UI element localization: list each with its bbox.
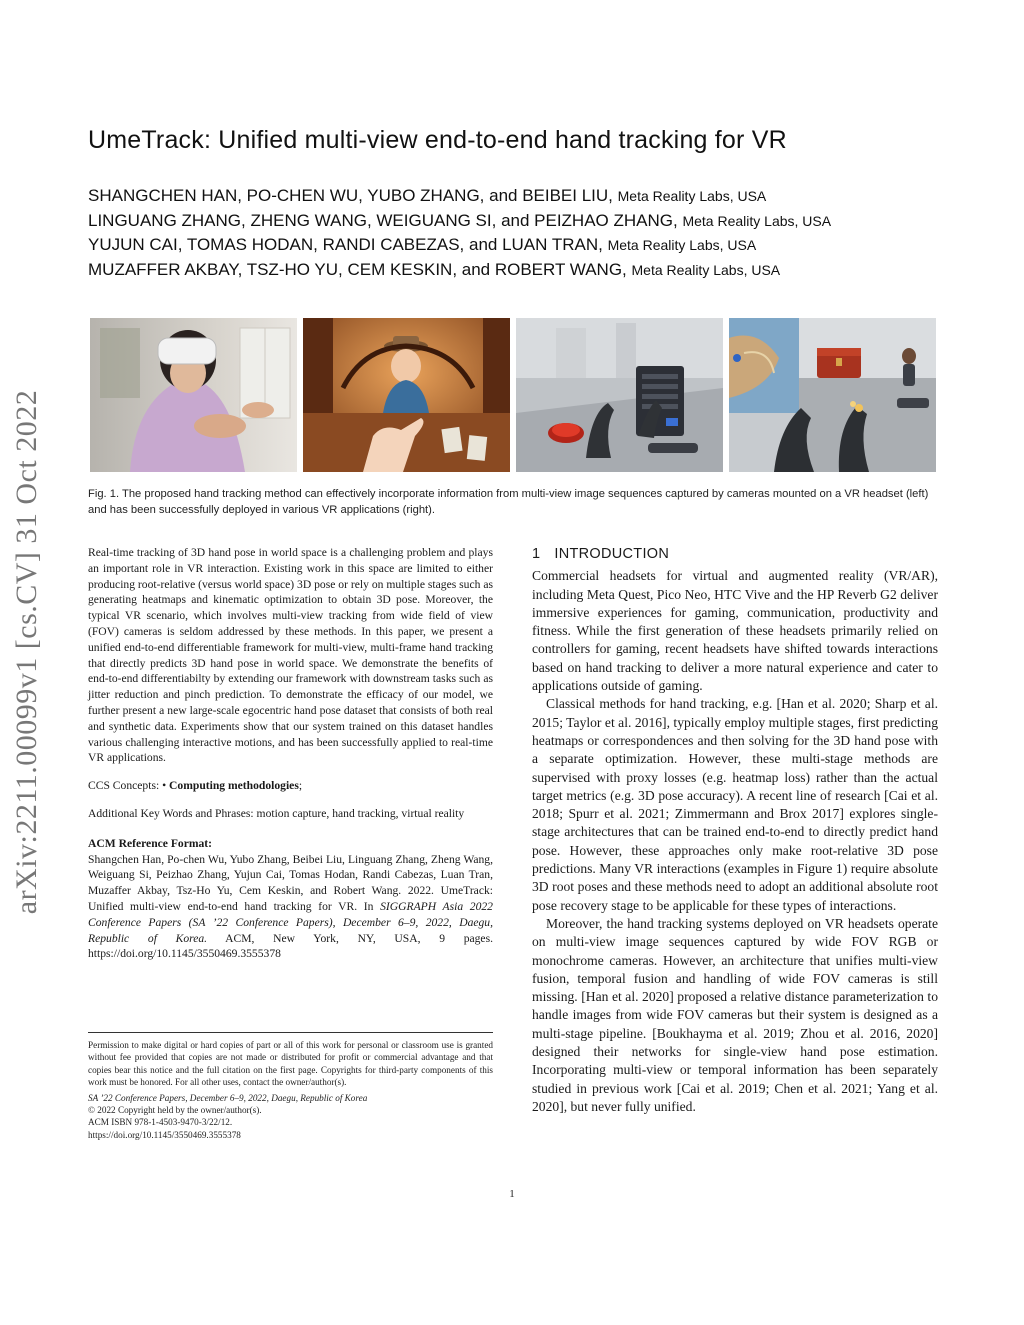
section-heading xyxy=(532,545,938,563)
section-title: INTRODUCTION xyxy=(554,546,670,562)
acm-reference-doi: ACM, New York, NY, USA, 9 pages. https://doi.org/10.1145/3550469.3555378 xyxy=(88,931,493,961)
author-line xyxy=(88,184,831,209)
author-affiliation: Meta Reality Labs, USA xyxy=(682,212,832,229)
author-line xyxy=(88,233,831,258)
right-column xyxy=(532,545,938,1116)
author-line xyxy=(88,209,831,234)
author-list xyxy=(88,184,831,282)
intro-paragraph: Moreover, the hand tracking systems deployed on VR headsets operate on multi-view image sequences captured by wide FOV RGB or monochrome cameras. However, an architecture that unifies multi-view fusion, temporal fusion and handling of wide FOV cameras is still missing. [Han et al. 2020] proposed a relative distance parameterization to handle images from wide FOV cameras but their system is designed as a multi-stage pipeline. [Boukhayma et al. 2019; Zhou et al. 2016, 2020] designed their networks for single-view hand pose estimation. Incorporating multi-view or temporal information has been separately studied in previous work [Cai et al. 2019; Chen et al. 2021; Yang et al. 2020], but never fully unified. xyxy=(532,915,938,1114)
ccs-concepts xyxy=(88,778,493,794)
author-line xyxy=(88,258,831,283)
page-number: 1 xyxy=(509,1188,515,1200)
figure-panel-card-game xyxy=(303,318,510,472)
acm-reference-text: Shangchen Han, Po-chen Wu, Yubo Zhang, Beibei Liu, Linguang Zhang, Zheng Wang, Weiguang Si, Peizhao Zhang, Yujun Cai, Tomas Hodan, Randi Cabezas, Luan Tran, Muzaffer Akbay, Tsz-Ho Yu, Cem Keskin, and Robert Wang. 2022. UmeTrack: Unified multi-view end-to-end hand tracking for VR. In xyxy=(88,852,493,913)
arxiv-identifier: arXiv:2211.00099v1 [cs.CV] 31 Oct 2022 xyxy=(10,389,43,915)
permission-notice: Permission to make digital or hard copies of part or all of this work for personal or classroom use is granted without fee provided that copies are not made or distributed for profit or commercial advantage and that copies bear this notice and the full citation on the first page. Copyrights for third-party components of this work must be honored. For all other uses, contact the owner/author(s). xyxy=(88,1040,493,1088)
figure-panel-headset-user xyxy=(90,318,297,472)
figure-panel-vr-menu xyxy=(516,318,723,472)
left-column xyxy=(88,545,493,962)
copyright: © 2022 Copyright held by the owner/author(s). xyxy=(88,1105,262,1116)
conference-line: SA ’22 Conference Papers, December 6–9, 2022, Daegu, Republic of Korea xyxy=(88,1092,368,1103)
acm-reference-venue: SIGGRAPH Asia 2022 Conference Papers (SA ’22 Conference Papers), December 6–9, 2022, Daegu, Republic of Korea. xyxy=(88,899,493,945)
permission-block xyxy=(88,1032,493,1141)
acm-reference-heading: ACM Reference Format: xyxy=(88,836,213,850)
isbn: ACM ISBN 978-1-4503-9470-3/22/12. xyxy=(88,1117,233,1128)
ccs-value: Computing methodologies xyxy=(169,779,299,793)
keywords: Additional Key Words and Phrases: motion capture, hand tracking, virtual reality xyxy=(88,806,465,820)
author-names: LINGUANG ZHANG, ZHENG WANG, WEIGUANG SI, and PEIZHAO ZHANG, xyxy=(88,210,678,230)
figure-caption: Fig. 1. The proposed hand tracking method can effectively incorporate information from multi-view image sequences captured by cameras mounted on a VR headset (left) and has been successfully deployed in various VR applications (right). xyxy=(88,488,929,516)
author-affiliation: Meta Reality Labs, USA xyxy=(607,237,757,253)
author-affiliation: Meta Reality Labs, USA xyxy=(617,188,767,204)
paper-title: UmeTrack: Unified multi-view end-to-end hand tracking for VR xyxy=(88,126,787,154)
figure-panel-vr-map xyxy=(729,318,936,472)
author-names: MUZAFFER AKBAY, TSZ-HO YU, CEM KESKIN, and ROBERT WANG, xyxy=(88,259,627,279)
abstract: Real-time tracking of 3D hand pose in world space is a challenging problem and plays an important role in VR interaction. Existing work in this space are limited to either producing root-relative (versus world space) 3D pose or rely on multiple stages such as generating heatmaps and kinematic optimization to obtain 3D pose. Moreover, the typical VR scenario, which involves multi-view tracking from wide field of view (FOV) cameras is seldom addressed by these methods. In this paper, we present a unified end-to-end differentiable framework for multi-view, multi-frame hand tracking that directly predicts 3D hand pose in world space. We demonstrate the benefits of end-to-end differentiabilty by extending our framework with downstream tasks such as jitter reduction and pinch prediction. To demonstrate the efficacy of our model, we further present a new large-scale egocentric hand pose dataset that consists of both real and synthetic data. Experiments show that our system trained on this dataset handles various challenging interactive motions, and has been successfully applied to real-time VR applications. xyxy=(88,546,493,765)
doi-link[interactable]: https://doi.org/10.1145/3550469.3555378 xyxy=(88,1129,241,1140)
ccs-label: CCS Concepts: • xyxy=(88,779,167,793)
author-affiliation: Meta Reality Labs, USA xyxy=(631,261,781,278)
author-names: SHANGCHEN HAN, PO-CHEN WU, YUBO ZHANG, and BEIBEI LIU, xyxy=(88,186,613,205)
section-number: 1 xyxy=(532,546,541,562)
acm-reference xyxy=(88,852,493,963)
author-names: YUJUN CAI, TOMAS HODAN, RANDI CABEZAS, and LUAN TRAN, xyxy=(88,235,603,254)
intro-paragraph: Commercial headsets for virtual and augmented reality (VR/AR), including Meta Quest, Pico Neo, HTC Vive and the HP Reverb G2 deliver immersive experiences for gaming, communication, productivity and fitness. While the first generation of these headsets primarily relied on controllers for gaming, recent headsets have shifted towards interactions based on hand tracking to deliver a more natural experience and cater to applications outside of gaming. xyxy=(532,568,938,694)
ccs-end: ; xyxy=(298,779,303,793)
intro-paragraph: Classical methods for hand tracking, e.g. [Han et al. 2020; Sharp et al. 2015; Taylor et al. 2016], typically employ multiple stages, first predicting heatmaps or correspondences and then solving for the 3D hand pose with a separate optimization. However, these multi-stage methods are supervised with proxy losses (e.g. heatmap loss) rather than the actual target metrics (e.g. 3D pose accuracy). A recent line of research [Cai et al. 2018; Spurr et al. 2021; Zimmermann and Brox 2017] explores single-stage architectures that can be trained end-to-end to directly predict hand pose. However, these approaches only make root-relative 3D pose predictions. Many VR interactions (examples in Figure 1) require absolute 3D root poses and these methods need to adopt an additional absolute root pose recovery stage to be applicable for these types of interactions. xyxy=(532,696,938,913)
